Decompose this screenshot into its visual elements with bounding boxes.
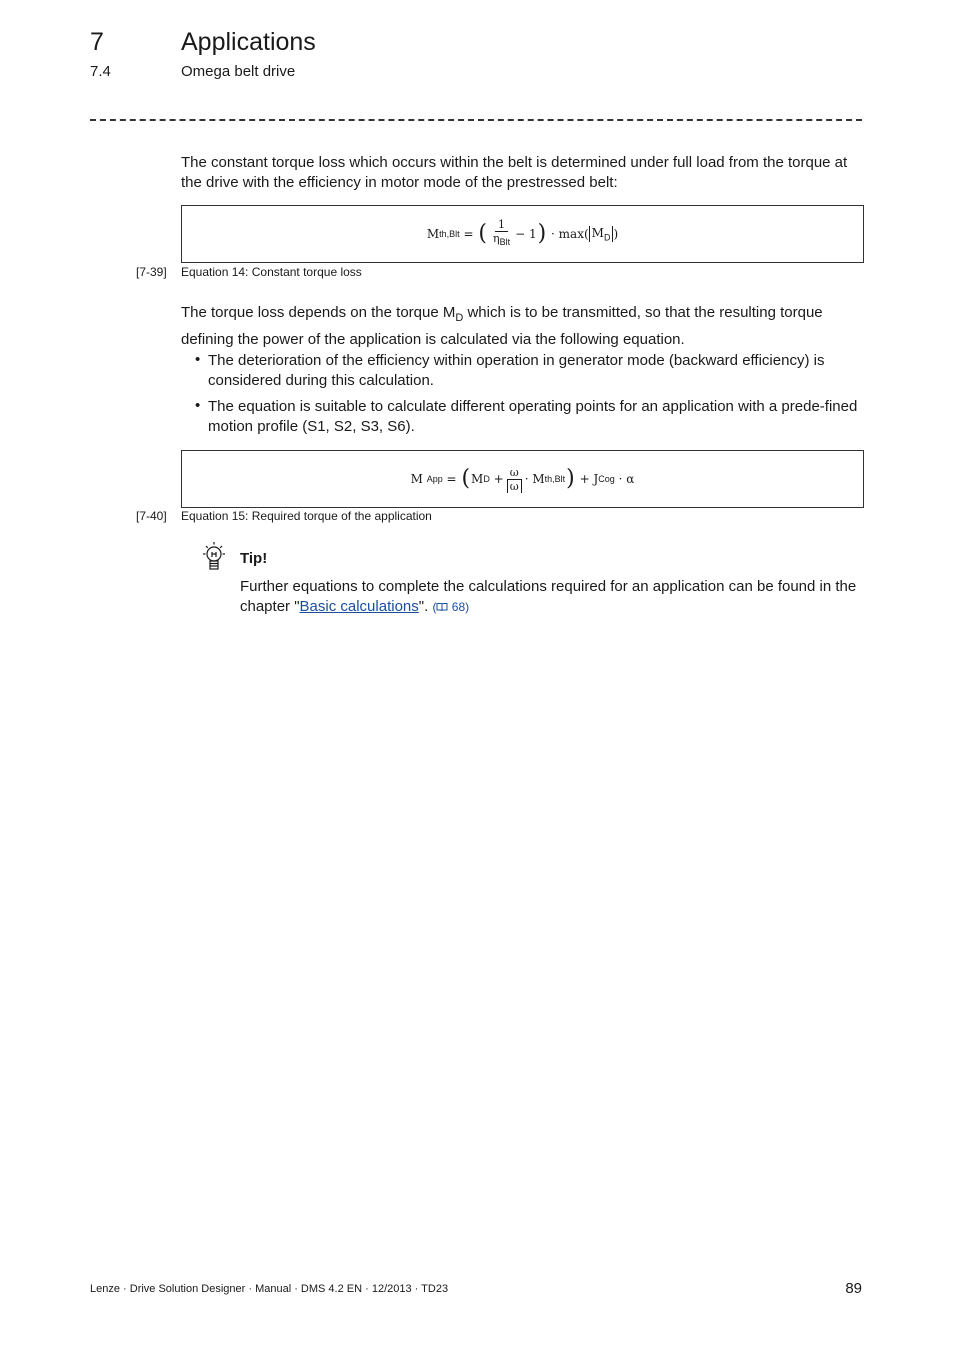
book-icon: [436, 602, 448, 612]
eq14-open-paren: (: [478, 221, 487, 246]
para2-pre: The torque loss depends on the torque M: [181, 304, 456, 321]
equation-15: [182, 451, 863, 507]
equation-14: [182, 206, 863, 262]
bullet-item-2: The equation is suitable to calculate different operating points for an application with a prede-fined motion profile (S1, S2, S3, S6).: [208, 398, 858, 435]
bullet-symbol-2: •: [195, 397, 201, 414]
page-number: 89: [845, 1280, 862, 1297]
eq14-eta-sub: Blt: [499, 237, 511, 248]
eq15-frac-num: ω: [507, 466, 522, 480]
para2-post: which is to be transmitted, so that the resulting torque defining the power of the application is calculated via the following equation.: [181, 304, 823, 348]
eq15-j-sub: Cog: [598, 474, 615, 484]
eq15-plus: +: [493, 472, 504, 486]
eq15-md-sub: D: [483, 474, 490, 484]
eq15-open-paren: (: [461, 466, 471, 491]
eq15-j: J: [593, 472, 599, 486]
equation-15-number: [7-40]: [136, 509, 167, 523]
eq15-lhs: M: [410, 472, 423, 486]
basic-calculations-link[interactable]: Basic calculations: [299, 598, 419, 615]
eq14-dot: ·: [551, 227, 555, 241]
eq14-lhs-sub: th,Blt: [439, 229, 460, 239]
eq14-close-paren: ): [537, 221, 547, 246]
torque-paragraph: [181, 302, 865, 351]
page-reference-number: 68): [451, 600, 470, 614]
eq15-alpha: α: [626, 472, 635, 486]
bullet-item-1: The deterioration of the efficiency within operation in generator mode (backward efficiency) is considered during this calculation.: [208, 352, 825, 389]
eq15-plus2: +: [579, 472, 590, 486]
eq14-frac-num: 1: [495, 218, 508, 232]
eq14-fraction: [491, 218, 512, 249]
eq14-minus-one: − 1: [515, 227, 537, 241]
chapter-number: 7: [90, 28, 104, 56]
eq14-max: max(: [558, 227, 589, 241]
eq14-close: ): [613, 227, 619, 241]
eq14-lhs: M: [426, 227, 440, 241]
equation-14-box: [181, 205, 864, 263]
para2-sub: D: [455, 312, 464, 324]
tip-text: [240, 577, 865, 617]
eq14-md-sub: D: [603, 232, 611, 243]
eq14-md: M: [591, 225, 604, 240]
tip-text-post: ".: [418, 598, 433, 615]
eq14-frac-den: [491, 232, 512, 249]
equation-15-caption: Equation 15: Required torque of the application: [181, 509, 432, 523]
equation-14-number: [7-39]: [136, 265, 167, 279]
eq15-fraction: [507, 466, 522, 493]
equation-15-box: [181, 450, 864, 508]
tip-text-pre: Further equations to complete the calculations required for an application can be found in the chapter ": [240, 578, 857, 615]
section-title: Omega belt drive: [181, 63, 296, 80]
intro-paragraph: The constant torque loss which occurs within the belt is determined under full load from the torque at the drive with the efficiency in motor mode of the prestressed belt:: [181, 154, 848, 191]
equation-14-caption: Equation 14: Constant torque loss: [181, 265, 362, 279]
header-divider: [90, 119, 862, 121]
eq15-equals: =: [446, 472, 457, 486]
eq15-mth-sub: th,Blt: [544, 474, 566, 484]
eq15-lhs-sub: App: [426, 474, 443, 484]
footer-text: Lenze · Drive Solution Designer · Manual · DMS 4.2 EN · 12/2013 · TD23: [90, 1283, 449, 1295]
eq14-eta: η: [492, 232, 500, 246]
eq15-dot: ·: [524, 472, 529, 486]
eq15-dot2: ·: [618, 472, 623, 486]
lightbulb-icon: [197, 540, 231, 574]
bullet-symbol-1: •: [195, 351, 201, 368]
tip-label: Tip!: [240, 550, 268, 567]
chapter-title: Applications: [181, 28, 316, 56]
eq14-abs-md: [589, 226, 614, 242]
eq15-frac-den: ω: [507, 480, 522, 493]
eq15-md: M: [471, 472, 484, 486]
eq14-equals: =: [463, 227, 474, 241]
eq15-close-paren: ): [566, 466, 575, 491]
page-reference-link[interactable]: ( 68): [432, 600, 470, 614]
section-number: 7.4: [90, 63, 111, 80]
eq15-mth: M: [532, 472, 545, 486]
